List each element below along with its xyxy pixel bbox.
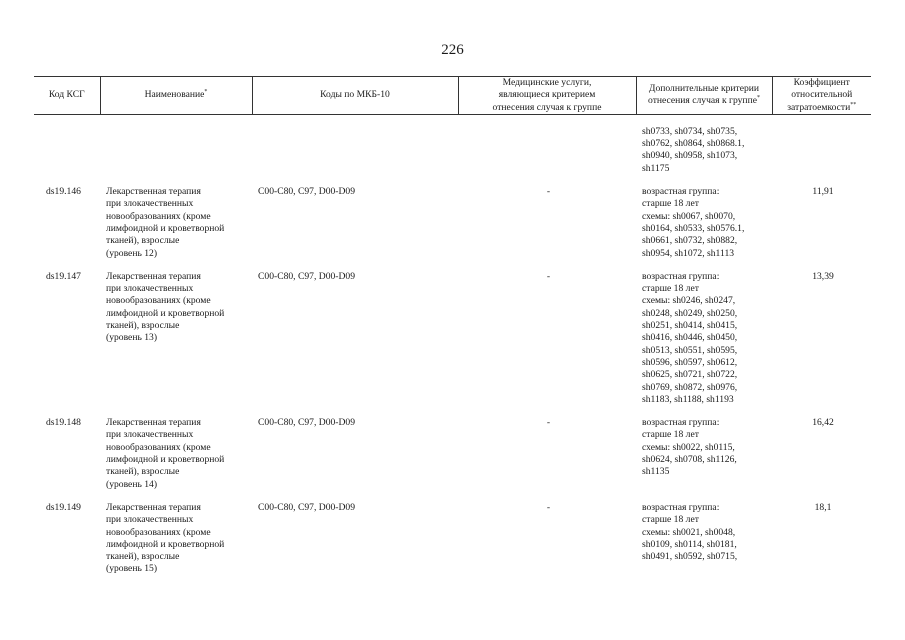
table-row xyxy=(34,186,871,271)
cell-name: Лекарственная терапия при злокачественных новообразованиях (кроме лимфоидной и кроветворной тканей), взрослые (уровень 15) xyxy=(106,501,225,575)
cell-criteria: возрастная группа: старше 18 лет схемы: sh0021, sh0048, sh0109, sh0114, sh0181, sh0491, sh0592, sh0715, xyxy=(642,501,738,563)
cell-service: - xyxy=(546,186,551,198)
cell-mkb xyxy=(252,114,458,186)
header-additional-criteria: Дополнительные критерии отнесения случая к группе* xyxy=(636,77,772,115)
cell-criteria: возрастная группа: старше 18 лет схемы: sh0246, sh0247, sh0248, sh0249, sh0250, sh0251, sh0414, sh0415, sh0416, sh0446, sh0450, sh0513, sh0551, sh0595, sh0596, sh0597, sh0612, sh0625, sh0721, sh0722, sh0769, sh0872, sh0976, sh1183, sh1188, sh1193 xyxy=(642,270,738,405)
table-row xyxy=(34,271,871,417)
header-name: Наименование* xyxy=(100,77,252,115)
cell-name: Лекарственная терапия при злокачественных новообразованиях (кроме лимфоидной и кроветворной тканей), взрослые (уровень 14) xyxy=(106,417,225,490)
cell-code: ds19.146 xyxy=(46,186,81,198)
cell-code: ds19.147 xyxy=(46,270,81,282)
cell-coefficient: 16,42 xyxy=(812,417,834,429)
cell-coefficient xyxy=(772,114,871,186)
table-row xyxy=(34,417,871,502)
header-medical-services: Медицинские услуги, являющиеся критерием отнесения случая к группе xyxy=(458,77,636,115)
cell-criteria: возрастная группа: старше 18 лет схемы: sh0067, sh0070, sh0164, sh0533, sh0576.1, sh0661, sh0732, sh0882, sh0954, sh1072, sh1113 xyxy=(642,186,745,259)
page-number: 226 xyxy=(441,42,464,58)
cell-coefficient: 18,1 xyxy=(814,501,832,513)
cell-mkb: C00-C80, C97, D00-D09 xyxy=(258,417,356,429)
cell-service: - xyxy=(546,270,551,282)
header-ksg-code: Код КСГ xyxy=(34,77,100,115)
cell-name: Лекарственная терапия при злокачественных новообразованиях (кроме лимфоидной и кроветворной тканей), взрослые (уровень 13) xyxy=(106,270,225,344)
table-header-row xyxy=(34,77,871,115)
cell-code: ds19.148 xyxy=(46,417,81,429)
cell-service: - xyxy=(546,417,551,429)
cell-coefficient: 11,91 xyxy=(812,186,834,198)
cell-coefficient: 13,39 xyxy=(812,270,834,282)
cell-criteria: sh0733, sh0734, sh0735, sh0762, sh0864, sh0868.1, sh0940, sh0958, sh1073, sh1175 xyxy=(642,125,745,174)
ksg-table xyxy=(34,76,871,587)
cell-mkb: C00-C80, C97, D00-D09 xyxy=(258,186,356,198)
cell-name: Лекарственная терапия при злокачественных новообразованиях (кроме лимфоидной и кроветворной тканей), взрослые (уровень 12) xyxy=(106,186,225,259)
cell-mkb: C00-C80, C97, D00-D09 xyxy=(258,270,356,282)
table-row xyxy=(34,502,871,587)
cell-criteria: возрастная группа: старше 18 лет схемы: sh0022, sh0115, sh0624, sh0708, sh1126, sh1135 xyxy=(642,417,737,478)
cell-name xyxy=(100,114,252,186)
header-cost-coefficient: Коэффициент относительной затратоемкости** xyxy=(772,77,871,115)
cell-code: ds19.149 xyxy=(46,501,81,513)
cell-code xyxy=(34,114,100,186)
header-mkb-codes: Коды по МКБ-10 xyxy=(252,77,458,115)
cell-service xyxy=(458,114,636,186)
cell-mkb: C00-C80, C97, D00-D09 xyxy=(258,501,356,513)
cell-service: - xyxy=(546,501,551,513)
table-row-continuation xyxy=(34,114,871,186)
